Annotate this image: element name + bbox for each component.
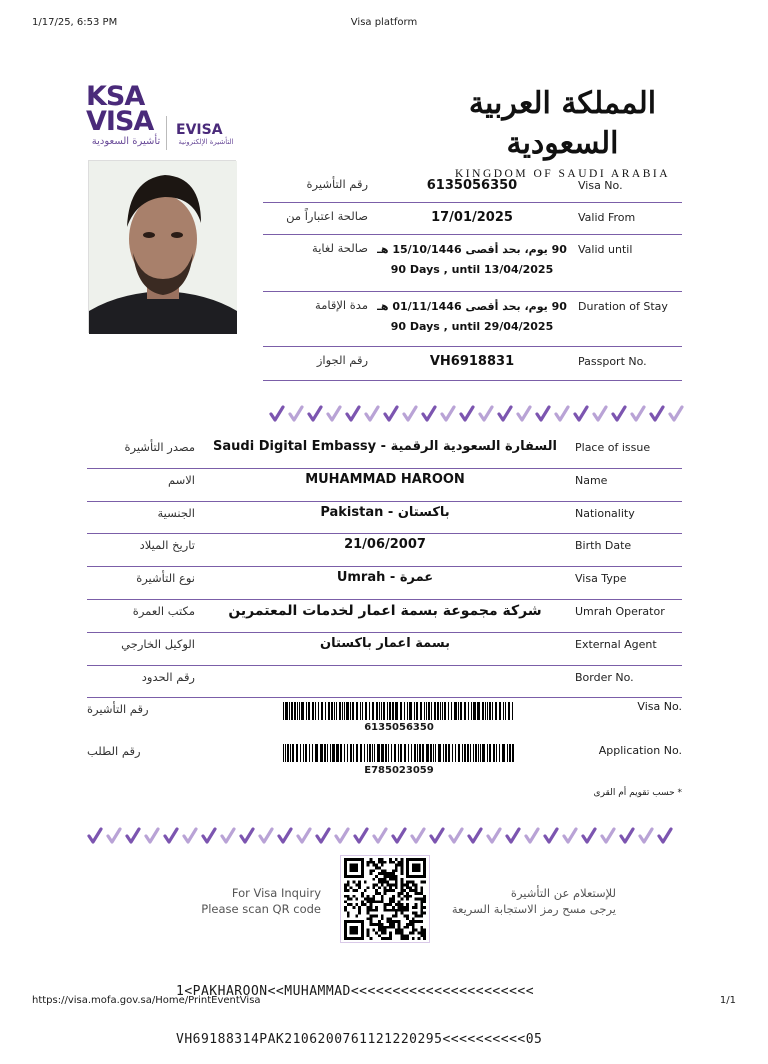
check-mark-icon xyxy=(439,405,458,423)
barcode-bar xyxy=(509,744,510,762)
barcode-bar xyxy=(462,744,463,762)
barcode-bar xyxy=(389,702,390,720)
barcode-bar xyxy=(285,702,287,720)
barcode-bar xyxy=(503,702,504,720)
barcode-bar xyxy=(414,744,416,762)
barcode-bar xyxy=(442,702,443,720)
field-value: بسمة اعمار باكستان xyxy=(319,635,450,651)
barcode-bar xyxy=(340,744,342,762)
barcode-bar xyxy=(452,744,453,762)
top-field-value-en: 90 Days , until 13/04/2025 xyxy=(390,263,554,276)
barcode-bar xyxy=(356,744,357,762)
barcode-bar xyxy=(508,702,510,720)
check-mark-icon xyxy=(561,827,580,845)
barcode-bar xyxy=(294,702,296,720)
barcode-bar xyxy=(379,702,380,720)
check-mark-icon xyxy=(382,405,401,423)
top-field-value: 6135056350 xyxy=(426,178,518,193)
barcode-bar xyxy=(478,702,479,720)
barcode-bar xyxy=(400,702,402,720)
ksa-logo-line2: VISA xyxy=(86,106,154,137)
barcode-bar xyxy=(428,702,430,720)
barcode-bar xyxy=(312,744,313,762)
table-rule xyxy=(87,599,682,600)
check-mark-icon xyxy=(542,827,561,845)
kingdom-emblem-title xyxy=(440,84,685,180)
qr-inquiry-ar-line2: يرجى مسح رمز الاستجابة السريعة xyxy=(451,902,616,916)
barcode-bar xyxy=(287,744,289,762)
field-label-en: External Agent xyxy=(575,637,657,651)
barcode-visa-label-en: Visa No. xyxy=(637,700,682,713)
barcode-bar xyxy=(367,744,368,762)
check-mark-icon xyxy=(667,405,686,423)
barcode-bar xyxy=(381,702,382,720)
check-mark-icon xyxy=(401,405,420,423)
check-mark-icon xyxy=(458,405,477,423)
barcode-bar xyxy=(374,744,375,762)
barcode-bar xyxy=(299,702,300,720)
check-mark-icon xyxy=(181,827,200,845)
check-mark-icon xyxy=(648,405,667,423)
barcode-bar xyxy=(285,744,286,762)
table-rule xyxy=(263,346,682,347)
check-mark-icon xyxy=(599,827,618,845)
barcode-bar xyxy=(385,744,387,762)
barcode-bar xyxy=(458,702,459,720)
table-rule xyxy=(263,202,682,203)
barcode-bar xyxy=(417,744,418,762)
barcode-bar xyxy=(328,702,329,720)
check-mark-icon xyxy=(466,827,485,845)
barcode-bar xyxy=(496,744,497,762)
evisa-logo-text: EVISA xyxy=(176,122,223,138)
barcode-bar xyxy=(487,744,488,762)
barcode-bar xyxy=(350,744,352,762)
table-rule xyxy=(87,632,682,633)
field-label-en: Name xyxy=(575,473,608,487)
check-mark-icon xyxy=(409,827,428,845)
barcode-bar xyxy=(473,702,475,720)
barcode-bar xyxy=(433,744,434,762)
barcode-application-label-en: Application No. xyxy=(598,744,682,757)
barcode-bar xyxy=(454,702,456,720)
check-mark-icon xyxy=(618,827,637,845)
check-mark-icon xyxy=(276,827,295,845)
qr-inquiry-ar-line1: للإستعلام عن التأشيرة xyxy=(510,886,616,900)
check-mark-icon xyxy=(447,827,466,845)
barcode-bar xyxy=(327,744,328,762)
field-label-en: Umrah Operator xyxy=(575,605,665,618)
check-mark-icon xyxy=(515,405,534,423)
barcode-bar xyxy=(448,702,449,720)
barcode-bar xyxy=(451,702,452,720)
field-label-ar: نوع التأشيرة xyxy=(136,571,195,586)
check-mark-icon xyxy=(363,405,382,423)
applicant-photo xyxy=(88,160,236,333)
check-mark-icon xyxy=(219,827,238,845)
barcode-bar xyxy=(495,702,496,720)
barcode-bar xyxy=(364,744,365,762)
barcode-bar xyxy=(330,744,331,762)
barcode-bar xyxy=(369,702,370,720)
barcode-bar xyxy=(499,744,500,762)
barcode-bar xyxy=(512,744,514,762)
barcode-bar xyxy=(360,702,361,720)
barcode-bar xyxy=(416,702,417,720)
table-rule xyxy=(87,501,682,502)
top-field-value: 90 يوم، بحد أقصى 15/10/1446 هـ xyxy=(377,243,567,256)
barcode-bar xyxy=(464,744,465,762)
barcode-bar xyxy=(360,744,362,762)
application-number-barcode xyxy=(283,744,515,762)
top-field-label-en: Valid until xyxy=(578,243,633,256)
barcode-bar xyxy=(337,744,338,762)
barcode-bar xyxy=(437,702,439,720)
barcode-bar xyxy=(489,744,490,762)
barcode-bar xyxy=(306,702,307,720)
barcode-bar xyxy=(347,744,348,762)
barcode-application-label-ar: رقم الطلب xyxy=(87,744,141,758)
check-mark-icon xyxy=(257,827,276,845)
barcode-bar xyxy=(445,744,446,762)
visa-number-barcode xyxy=(283,702,515,720)
barcode-bar xyxy=(477,702,478,720)
barcode-bar xyxy=(321,744,322,762)
barcode-bar xyxy=(424,702,425,720)
barcode-bar xyxy=(460,702,461,720)
field-label-en: Place of issue xyxy=(575,441,651,454)
barcode-bar xyxy=(303,744,304,762)
barcode-bar xyxy=(435,744,436,762)
check-mark-icon xyxy=(124,827,143,845)
check-mark-icon xyxy=(572,405,591,423)
barcode-application-number: E785023059 xyxy=(364,765,434,776)
check-mark-icon xyxy=(591,405,610,423)
print-title: Visa platform xyxy=(350,17,418,28)
check-mark-icon xyxy=(371,827,390,845)
table-rule xyxy=(87,665,682,666)
barcode-bar xyxy=(468,702,469,720)
check-mark-icon xyxy=(390,827,409,845)
barcode-bar xyxy=(398,744,399,762)
check-mark-icon xyxy=(200,827,219,845)
check-mark-icon xyxy=(105,827,124,845)
barcode-bar xyxy=(489,702,491,720)
print-datetime: 1/17/25, 6:53 PM xyxy=(32,17,118,28)
check-mark-icon xyxy=(477,405,496,423)
barcode-bar xyxy=(350,702,351,720)
barcode-bar xyxy=(377,744,379,762)
barcode-bar xyxy=(321,702,323,720)
field-value: Umrah - عمرة xyxy=(336,570,434,586)
barcode-bar xyxy=(365,702,367,720)
barcode-bar xyxy=(444,702,446,720)
check-mark-icon xyxy=(314,827,333,845)
barcode-bar xyxy=(409,702,411,720)
barcode-bar xyxy=(292,744,293,762)
kingdom-title-english: KINGDOM OF SAUDI ARABIA xyxy=(455,168,670,180)
barcode-bar xyxy=(369,744,371,762)
check-mark-icon xyxy=(534,405,553,423)
top-field-label-en: Visa No. xyxy=(578,179,623,192)
top-field-label-en: Passport No. xyxy=(578,355,647,368)
barcode-bar xyxy=(487,702,488,720)
barcode-bar xyxy=(320,744,321,762)
barcode-bar xyxy=(391,744,392,762)
barcode-bar xyxy=(336,744,337,762)
top-field-label-ar: صالحة لغاية xyxy=(312,241,368,255)
barcode-bar xyxy=(512,702,513,720)
barcode-bar xyxy=(372,702,373,720)
barcode-bar xyxy=(414,702,415,720)
barcode-bar xyxy=(502,744,504,762)
barcode-bar xyxy=(422,744,424,762)
check-mark-icon xyxy=(344,405,363,423)
top-field-label-ar: مدة الإقامة xyxy=(315,298,368,312)
qr-inquiry-arabic xyxy=(446,885,616,917)
barcode-bar xyxy=(426,702,427,720)
table-rule xyxy=(263,380,682,381)
barcode-visa-label-ar: رقم التأشيرة xyxy=(87,702,149,716)
check-mark-icon xyxy=(352,827,371,845)
check-mark-icon xyxy=(637,827,656,845)
field-label-en: Border No. xyxy=(575,670,634,684)
top-field-label-ar: صالحة اعتباراً من xyxy=(286,209,368,223)
decorative-check-stripe xyxy=(268,405,686,423)
barcode-bar xyxy=(362,702,363,720)
field-value: MUHAMMAD HAROON xyxy=(305,471,465,487)
barcode-bar xyxy=(290,744,291,762)
barcode-bar xyxy=(471,702,472,720)
barcode-bar xyxy=(404,702,405,720)
barcode-bar xyxy=(430,744,432,762)
barcode-bar xyxy=(458,744,460,762)
barcode-bar xyxy=(283,702,284,720)
barcode-bar xyxy=(434,702,435,720)
barcode-visa-number: 6135056350 xyxy=(364,722,434,733)
check-mark-icon xyxy=(523,827,542,845)
barcode-bar xyxy=(408,744,409,762)
visa-inquiry-qr-code[interactable] xyxy=(340,855,430,943)
barcode-bar xyxy=(480,744,481,762)
mrz-line-2: VH69188314PAK2106200761121220295<<<<<<<<<<05 xyxy=(176,1032,543,1047)
barcode-bar xyxy=(411,744,412,762)
field-label-ar: رقم الحدود xyxy=(141,669,195,684)
barcode-bar xyxy=(505,702,506,720)
field-label-ar: الجنسية xyxy=(157,505,195,520)
check-mark-icon xyxy=(656,827,675,845)
barcode-bar xyxy=(308,702,309,720)
top-field-label-en: Duration of Stay xyxy=(578,300,668,313)
check-mark-icon xyxy=(553,405,572,423)
top-field-value: 90 يوم، بحد أقصى 01/11/1446 هـ xyxy=(377,300,567,313)
decorative-check-stripe-bottom xyxy=(86,827,675,845)
barcode-bar xyxy=(499,702,501,720)
barcode-bar xyxy=(485,702,486,720)
ksa-visa-logo xyxy=(86,81,166,147)
barcode-bar xyxy=(356,702,358,720)
barcode-bar xyxy=(507,744,508,762)
table-rule xyxy=(87,566,682,567)
check-mark-icon xyxy=(428,827,447,845)
barcode-bar xyxy=(339,702,341,720)
top-field-label-en: Valid From xyxy=(578,211,636,224)
barcode-bar xyxy=(431,702,432,720)
field-label-ar: الاسم xyxy=(167,472,195,487)
barcode-bar xyxy=(388,744,389,762)
barcode-bar xyxy=(395,702,396,720)
barcode-bar xyxy=(301,702,303,720)
barcode-bar xyxy=(440,702,441,720)
machine-readable-zone xyxy=(176,952,596,1064)
barcode-bar xyxy=(315,702,316,720)
check-mark-icon xyxy=(268,405,287,423)
field-value: شركة مجموعة بسمة اعمار لخدمات المعتمرين xyxy=(228,603,542,619)
qr-inquiry-english xyxy=(200,885,321,917)
ksa-logo-line1: KSA xyxy=(86,81,145,112)
barcode-bar xyxy=(344,702,345,720)
barcode-bar xyxy=(478,744,479,762)
barcode-bar xyxy=(475,744,477,762)
top-field-label-ar: رقم الجواز xyxy=(316,353,368,367)
barcode-bar xyxy=(312,702,314,720)
barcode-bar xyxy=(289,702,290,720)
check-mark-icon xyxy=(485,827,504,845)
ksa-logo-arabic: تأشيرة السعودية xyxy=(91,136,161,147)
check-mark-icon xyxy=(325,405,344,423)
barcode-bar xyxy=(455,744,456,762)
barcode-bar xyxy=(400,744,401,762)
barcode-bar xyxy=(353,744,354,762)
barcode-bar xyxy=(382,744,383,762)
field-label-ar: تاريخ الميلاد xyxy=(139,538,195,553)
barcode-bar xyxy=(300,744,301,762)
barcode-bar xyxy=(372,744,373,762)
barcode-bar xyxy=(427,744,428,762)
barcode-bar xyxy=(443,744,444,762)
field-label-en: Birth Date xyxy=(575,539,632,553)
barcode-bar xyxy=(352,702,353,720)
barcode-bar xyxy=(473,744,474,762)
barcode-bar xyxy=(383,702,385,720)
check-mark-icon xyxy=(610,405,629,423)
check-mark-icon xyxy=(306,405,325,423)
barcode-bar xyxy=(394,744,396,762)
barcode-bar xyxy=(305,744,307,762)
field-value: 21/06/2007 xyxy=(344,537,426,553)
barcode-bar xyxy=(332,744,334,762)
top-field-value-en: 90 Days , until 29/04/2025 xyxy=(390,320,554,333)
check-mark-icon xyxy=(420,405,439,423)
table-rule xyxy=(87,697,682,698)
logo-divider xyxy=(166,116,167,150)
field-label-ar: مكتب العمرة xyxy=(132,604,195,618)
barcode-bar xyxy=(344,744,345,762)
barcode-bar xyxy=(324,744,326,762)
barcode-bar xyxy=(419,744,420,762)
table-rule xyxy=(87,533,682,534)
field-label-en: Visa Type xyxy=(575,572,627,586)
top-field-label-ar: رقم التأشيرة xyxy=(306,177,368,191)
barcode-bar xyxy=(492,702,493,720)
field-label-en: Nationality xyxy=(575,506,635,520)
check-mark-icon xyxy=(143,827,162,845)
top-field-value: 17/01/2025 xyxy=(431,210,513,225)
check-mark-icon xyxy=(238,827,257,845)
qr-inquiry-line1: For Visa Inquiry xyxy=(231,886,321,900)
barcode-bar xyxy=(396,702,397,720)
print-page-number: 1/1 xyxy=(719,995,736,1006)
barcode-bar xyxy=(336,702,337,720)
check-mark-icon xyxy=(496,405,515,423)
barcode-bar xyxy=(392,702,394,720)
barcode-bar xyxy=(426,744,427,762)
check-mark-icon xyxy=(287,405,306,423)
barcode-bar xyxy=(346,702,348,720)
field-value: Saudi Digital Embassy - السفارة السعودية الرقمية xyxy=(213,439,557,454)
barcode-bar xyxy=(482,702,484,720)
calendar-footnote: * حسب تقويم أم القرى xyxy=(593,788,682,798)
barcode-bar xyxy=(470,744,471,762)
barcode-bar xyxy=(404,744,406,762)
table-rule xyxy=(263,234,682,235)
field-label-ar: مصدر التأشيرة xyxy=(124,440,195,454)
table-rule xyxy=(87,468,682,469)
barcode-bar xyxy=(309,744,310,762)
check-mark-icon xyxy=(629,405,648,423)
barcode-bar xyxy=(315,744,317,762)
check-mark-icon xyxy=(162,827,181,845)
barcode-bar xyxy=(376,702,378,720)
barcode-bar xyxy=(296,744,298,762)
barcode-bar xyxy=(407,702,408,720)
check-mark-icon xyxy=(504,827,523,845)
barcode-bar xyxy=(464,702,466,720)
barcode-bar xyxy=(334,702,335,720)
barcode-bar xyxy=(467,744,469,762)
barcode-bar xyxy=(493,744,495,762)
barcode-bar xyxy=(448,744,450,762)
barcode-bar xyxy=(325,702,326,720)
qr-inquiry-line2: Please scan QR code xyxy=(201,902,321,916)
field-value: Pakistan - باكستان xyxy=(320,504,450,520)
print-url: https://visa.mofa.gov.sa/Home/PrintEventVisa xyxy=(32,995,261,1006)
barcode-bar xyxy=(318,702,319,720)
barcode-bar xyxy=(342,702,343,720)
check-mark-icon xyxy=(580,827,599,845)
barcode-bar xyxy=(482,744,484,762)
top-field-value: VH6918831 xyxy=(429,354,515,369)
kingdom-title-arabic: المملكة العربية السعودية xyxy=(468,86,657,161)
table-rule xyxy=(263,291,682,292)
barcode-bar xyxy=(283,744,284,762)
barcode-bar xyxy=(420,702,422,720)
barcode-bar xyxy=(291,702,292,720)
evisa-logo xyxy=(176,122,236,146)
mrz-line-1: 1<PAKHAROON<<MUHAMMAD<<<<<<<<<<<<<<<<<<<<<< xyxy=(176,984,535,999)
check-mark-icon xyxy=(333,827,352,845)
field-label-ar: الوكيل الخارجي xyxy=(121,636,195,651)
check-mark-icon xyxy=(295,827,314,845)
barcode-bar xyxy=(331,702,333,720)
barcode-bar xyxy=(438,744,440,762)
evisa-logo-arabic: التأشيرة الإلكترونية xyxy=(178,138,234,146)
barcode-bar xyxy=(381,744,382,762)
check-mark-icon xyxy=(86,827,105,845)
barcode-bar xyxy=(387,702,388,720)
barcode-bar xyxy=(297,702,298,720)
